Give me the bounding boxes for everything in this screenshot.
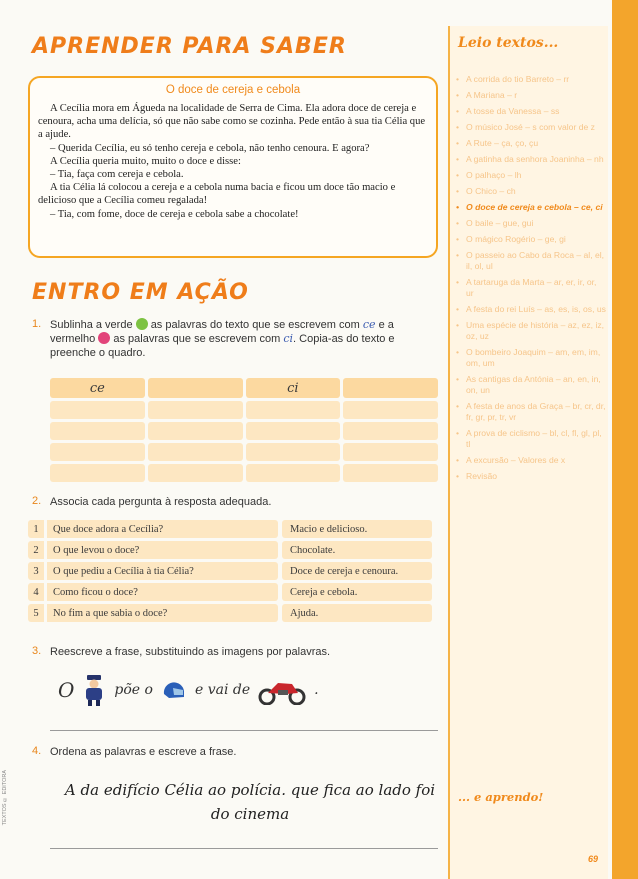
table-cell[interactable] xyxy=(50,422,145,440)
table-cell[interactable] xyxy=(246,443,341,461)
sidebar-item[interactable]: • O baile – gue, gui xyxy=(456,218,606,229)
page-number: 69 xyxy=(588,854,599,864)
col-label: ci xyxy=(287,380,299,396)
side-note: TEXTOS © EDITORA xyxy=(2,770,8,826)
sidebar-item[interactable]: • A tartaruga da Marta – ar, er, ir, or, ur xyxy=(456,277,606,299)
ci-syllable: ci xyxy=(283,332,294,345)
table-cell[interactable] xyxy=(148,464,243,482)
question-number: 2 xyxy=(28,541,44,559)
table-cell[interactable] xyxy=(343,401,438,419)
ex1-text: e a vermelho xyxy=(50,319,394,345)
sidebar-item[interactable]: • Uma espécie de história – az, ez, iz, oz, uz xyxy=(456,320,606,342)
sidebar-list xyxy=(456,74,606,487)
question-number: 5 xyxy=(28,604,44,622)
sidebar-item[interactable]: • O bombeiro Joaquim – am, em, im, om, um xyxy=(456,347,606,369)
answer-line[interactable] xyxy=(50,730,438,731)
edge-stripe xyxy=(612,0,638,879)
sidebar-title: Leio textos... xyxy=(458,35,559,51)
sidebar-item[interactable]: • A festa do rei Luís – as, es, is, os, us xyxy=(456,304,606,315)
exercise-3-number: 3. xyxy=(32,645,42,657)
ex1-text: as palavras que se escrevem com xyxy=(113,333,281,345)
sidebar-item[interactable]: • A excursão – Valores de x xyxy=(456,455,606,466)
sidebar-item[interactable]: • O palhaço – lh xyxy=(456,170,606,181)
sidebar-item[interactable]: • Revisão xyxy=(456,471,606,482)
rebus-word: e vai de xyxy=(194,682,251,698)
motorcycle-icon xyxy=(258,675,306,705)
rebus-word: . xyxy=(314,682,319,698)
story-paragraph: A Cecília mora em Águeda na localidade de Serra de Cima. Ela adora doce de cereja e cenoura, acha uma delícia, só que não sabe como se cozinha. Pede então à sua tia Célia que a ajude. xyxy=(38,103,426,141)
table-cell[interactable] xyxy=(148,443,243,461)
table-cell[interactable] xyxy=(343,443,438,461)
question-row[interactable] xyxy=(28,520,278,538)
section-heading-action: ENTRO EM AÇÃO xyxy=(32,280,249,305)
sidebar-item[interactable]: • As cantigas da Antónia – an, en, in, on, un xyxy=(456,374,606,396)
sidebar-item[interactable]: • A festa de anos da Graça – br, cr, dr, fr, gr, pr, tr, vr xyxy=(456,401,606,423)
story-box xyxy=(28,76,438,258)
question-number: 4 xyxy=(28,583,44,601)
rebus-sentence xyxy=(50,672,327,708)
table-cell[interactable] xyxy=(50,464,145,482)
table-cell[interactable] xyxy=(50,401,145,419)
table-cell[interactable] xyxy=(148,422,243,440)
answer-item[interactable]: Macio e delicioso. xyxy=(282,520,432,538)
sidebar-item[interactable]: • A corrida do tio Barreto – rr xyxy=(456,74,606,85)
table-header-ce xyxy=(50,378,145,398)
exercise-2-instruction: Associa cada pergunta à resposta adequada. xyxy=(50,496,272,508)
table-cell[interactable] xyxy=(246,401,341,419)
col-label: ce xyxy=(89,380,105,396)
sidebar-item[interactable]: • O mágico Rogério – ge, gi xyxy=(456,234,606,245)
question-row[interactable] xyxy=(28,583,278,601)
question-text: O que pediu a Cecília à tia Célia? xyxy=(47,562,278,580)
answer-item[interactable]: Cereja e cebola. xyxy=(282,583,432,601)
question-text: O que levou o doce? xyxy=(47,541,278,559)
ex1-text: as palavras do texto que se escrevem com xyxy=(150,319,360,331)
sidebar-item-active[interactable]: • O doce de cereja e cebola – ce, ci xyxy=(456,202,606,213)
question-number: 1 xyxy=(28,520,44,538)
question-row[interactable] xyxy=(28,604,278,622)
answers-list xyxy=(282,520,432,625)
table-cell[interactable] xyxy=(50,443,145,461)
ex1-text: Sublinha a verde xyxy=(50,319,133,331)
sidebar-item[interactable]: • A Rute – ça, ço, çu xyxy=(456,138,606,149)
table-header-ci xyxy=(246,378,341,398)
story-paragraph: A tia Célia lá colocou a cereja e a cebola numa bacia e ficou um doce tão macio e delicioso que a Cecília comeu regalada! xyxy=(38,182,396,207)
rebus-word: O xyxy=(58,678,75,702)
answer-item[interactable]: Ajuda. xyxy=(282,604,432,622)
sidebar-item[interactable]: • A gatinha da senhora Joaninha – nh xyxy=(456,154,606,165)
story-paragraph: – Querida Cecília, eu só tenho cereja e cebola, não tenho cenoura. E agora? xyxy=(50,142,370,154)
sidebar-item[interactable]: • O músico José – s com valor de z xyxy=(456,122,606,133)
table-header-spacer xyxy=(148,378,243,398)
scrambled-sentence: A da edifício Célia ao polícia. que fica ao lado foi do cinema xyxy=(64,781,436,823)
question-text: Que doce adora a Cecília? xyxy=(47,520,278,538)
table-cell[interactable] xyxy=(148,401,243,419)
helmet-icon xyxy=(161,677,187,703)
question-text: Como ficou o doce? xyxy=(47,583,278,601)
story-paragraph: A Cecília queria muito, muito o doce e disse: xyxy=(50,155,241,167)
answer-item[interactable]: Doce de cereja e cenoura. xyxy=(282,562,432,580)
question-text: No fim a que sabia o doce? xyxy=(47,604,278,622)
exercise-4-number: 4. xyxy=(32,745,42,757)
story-title: O doce de cereja e cebola xyxy=(165,84,301,96)
ce-syllable: ce xyxy=(362,318,376,331)
story-paragraph: – Tia, com fome, doce de cereja e cebola sabe a chocolate! xyxy=(50,208,299,220)
police-officer-icon xyxy=(82,673,106,707)
exercise-2-number: 2. xyxy=(32,495,42,507)
red-splash-icon xyxy=(98,332,110,344)
answer-line[interactable] xyxy=(50,848,438,849)
sidebar-footer: ... e aprendo! xyxy=(458,790,544,804)
ce-ci-table xyxy=(50,378,438,485)
table-header-spacer xyxy=(343,378,438,398)
sidebar-item[interactable]: • A Mariana – r xyxy=(456,90,606,101)
exercise-1-instruction xyxy=(50,318,440,360)
sidebar-item[interactable]: • A prova de ciclismo – bl, cl, fl, gl, pl, tl xyxy=(456,428,606,450)
answer-item[interactable]: Chocolate. xyxy=(282,541,432,559)
exercise-1-number: 1. xyxy=(32,318,42,330)
section-heading-learn: APRENDER PARA SABER xyxy=(32,34,347,59)
question-row[interactable] xyxy=(28,541,278,559)
story-text xyxy=(30,96,436,221)
exercise-4-instruction: Ordena as palavras e escreve a frase. xyxy=(50,746,237,758)
sidebar-item[interactable]: • A tosse da Vanessa – ss xyxy=(456,106,606,117)
green-splash-icon xyxy=(136,318,148,330)
story-paragraph: – Tia, faça com cereja e cebola. xyxy=(50,169,184,181)
question-number: 3 xyxy=(28,562,44,580)
ex1-text: . Copia-as do texto e preenche o quadro. xyxy=(50,333,395,359)
rebus-word: põe o xyxy=(114,682,153,698)
table-cell[interactable] xyxy=(343,464,438,482)
questions-list xyxy=(28,520,278,625)
sidebar-item[interactable]: • O passeio ao Cabo da Roca – al, el, il, ol, ul xyxy=(456,250,606,272)
table-cell[interactable] xyxy=(246,422,341,440)
table-cell[interactable] xyxy=(343,422,438,440)
question-row[interactable] xyxy=(28,562,278,580)
sidebar-item[interactable]: • O Chico – ch xyxy=(456,186,606,197)
exercise-3-instruction: Reescreve a frase, substituindo as imagens por palavras. xyxy=(50,646,331,658)
table-cell[interactable] xyxy=(246,464,341,482)
